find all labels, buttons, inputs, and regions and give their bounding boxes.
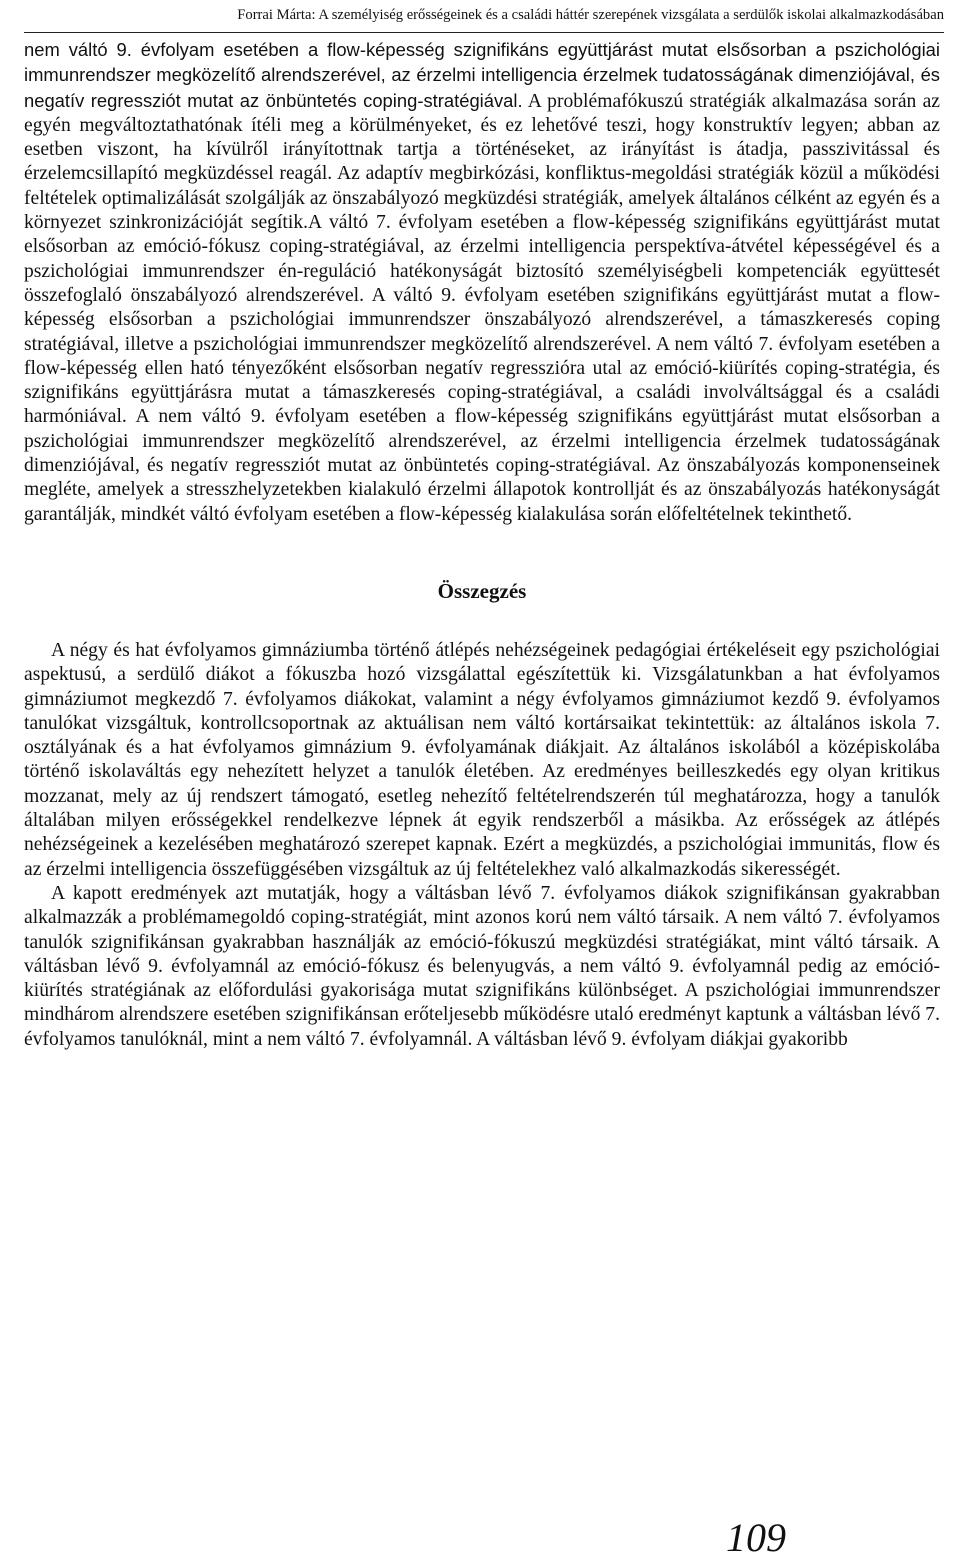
body-paragraph-summary-2: A kapott eredmények azt mutatják, hogy a váltásban lévő 7. évfolyamos diákok szignifikánsan gyakrabban alkalmazzák a problémamegoldó coping-stratégiát, mint azonos korú nem váltó társaik. A nem váltó 7. évfolyamos tanulók szignifikánsan gyakrabban használják az emóció-fókuszú megküzdési stratégiákat, mint váltó társaik. A váltásban lévő 9. évfolyamnál az emóció-fókusz és belenyugvás, a nem váltó 9. évfolyamnál pedig az emóció-kiürítés stratégiának az előfordulási gyakorisága mutat szignifikáns különbséget. A pszichológiai immunrendszer mindhárom alrendszere esetében szignifikánsan erőteljesebb működésre utaló eredményt kaptunk a váltásban lévő 7. évfolyamos tanulóknál, mint a nem váltó 7. évfolyamnál. A váltásban lévő 9. évfolyam diákjai gyakoribb <box>24 882 940 1050</box>
running-header: Forrai Márta: A személyiség erősségeinek és a családi háttér szerepének vizsgálata a serdülők iskolai alkalmazkodásában <box>237 7 944 23</box>
paragraph-lead-sans: nem váltó 9. évfolyam esetében a flow-képesség szignifikáns együttjárást mutat elsősorban a pszichológiai immunrendszer megközelítő alrendszerével, az érzelmi intelligencia érzelmek tudatosságának dimenziójával, és negatív regressziót mutat az önbüntetés coping-stratégiával. <box>24 39 940 111</box>
body-paragraph-results <box>24 38 940 527</box>
section-title: Összegzés <box>437 578 527 603</box>
page-number: 109 <box>726 1515 786 1560</box>
paragraph-continuation: A problémafókuszú stratégiák alkalmazása során az egyén megváltoztathatónak ítéli meg a körülményeket, és ez lehetővé teszi, hogy konstruktív legyen; abban az esetben viszont, ha kívülről irányítottnak tartja a történéseket, az irányítást is átadja, passzivitással és érzelemcsillapító megküzdéssel reagál. Az adaptív megbirkózási, konfliktus-megoldási stratégiák közül a működési feltételek optimalizálását szolgálják az önszabályozó megküzdési stratégiák, amelyek általános célként az egyén és a környezet szinkronizációját segítik.A váltó 7. évfolyam esetében a flow-képesség szignifikáns együttjárást mutat elsősorban az emóció-fókusz coping-stratégiával, az érzelmi intelligencia perspektíva-átvétel képességével és a pszichológiai immunrendszer én-reguláció hatékonyságát biztosító személyiségbeli kompetenciák együttesét összefoglaló önszabályozó alrendszerével. A váltó 9. évfolyam esetében szignifikáns együttjárást mutat a flow-képesség elsősorban a pszichológiai immunrendszer önszabályozó alrendszerével, a támaszkeresés coping stratégiával, illetve a pszichológiai immunrendszer megközelítő alrendszerével. A nem váltó 7. évfolyam esetében a flow-képesség ellen ható tényezőként elsősorban negatív regresszióra utal az emóció-kiürítés coping-stratégia, és szignifikáns együttjárásra mutat a támaszkeresés coping-stratégiával, a családi involváltsággal és a családi harmóniával. A nem váltó 9. évfolyam esetében a flow-képesség szignifikáns együttjárást mutat elsősorban a pszichológiai immunrendszer megközelítő alrendszerével, az érzelmi intelligencia érzelmek tudatosságának dimenziójával, és negatív regressziót mutat az önbüntetés coping-stratégiával. Az önszabályozás komponenseinek megléte, amelyek a stresszhelyzetekben kialakuló érzelmi állapotok kontrollját és az önszabályozás hatékonyságát garantálják, mindkét váltó évfolyam esetében a flow-képesség kialakulása során előfeltételnek tekinthető. <box>24 90 941 525</box>
page-body <box>24 38 940 1052</box>
header-divider <box>24 32 944 33</box>
body-paragraph-summary-1: A négy és hat évfolyamos gimnáziumba történő átlépés nehézségeinek pedagógiai értékeléseit egy pszichológiai aspektusú, a serdülő diákot a fókuszba hozó vizsgálattal egészítettük ki. Vizsgálatunkban a hat évfolyamos gimnáziumot megkezdő 7. évfolyamos diákokat, valamint a négy évfolyamos gimnáziumot kezdő 9. évfolyamos tanulókat vizsgáltuk, kontrollcsoportnak az aktuálisan nem váltó kortársaikat tekintettük: az általános iskola 7. osztályának és a hat évfolyamos gimnázium 9. évfolyamának diákjait. Az általános iskolából a középiskolába történő iskolaváltás egy nehezített helyzet a tanulók életében. Az eredményes beilleszkedés egy olyan kritikus mozzanat, mely az új rendszert támogató, esetleg nehezítő feltételrendszerén túl meghatározza, hogy a tanulók általában milyen erősségekkel rendelkezve lépnek át egyik rendszerből a másikba. Az erősségek az átlépés nehézségeinek a kezelésében meghatározó szerepet kapnak. Ezért a megküzdés, a pszichológiai immunitás, flow és az érzelmi intelligencia összefüggésében vizsgáltuk az új feltételekhez való alkalmazkodás sikerességét. <box>24 639 940 880</box>
